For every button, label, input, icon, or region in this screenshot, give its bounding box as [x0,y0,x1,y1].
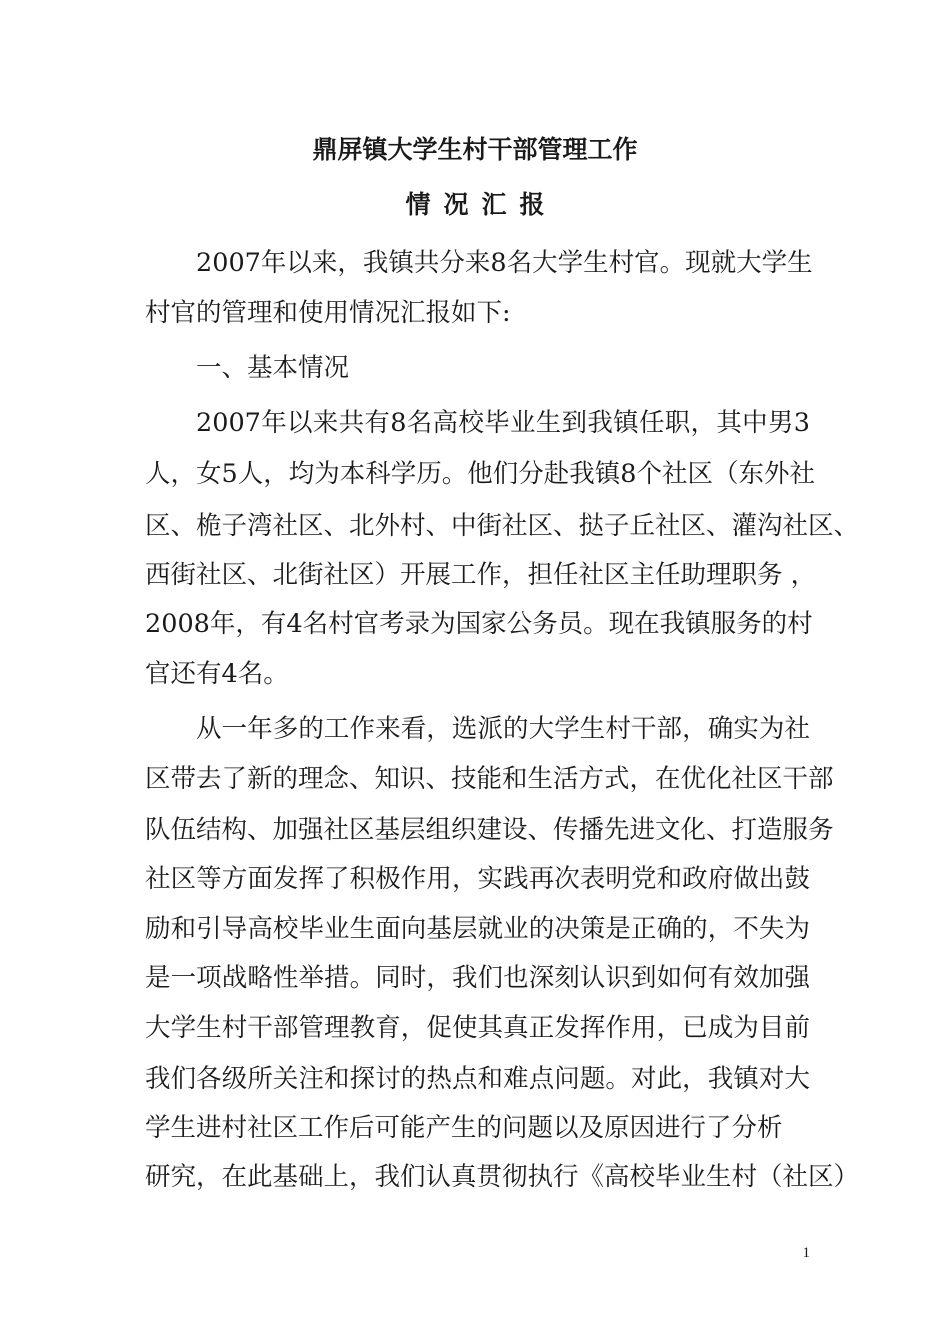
paragraph-line: 区、桅子湾社区、北外村、中街社区、挞子丘社区、灌沟社区、 [145,511,860,541]
section-heading: 一、基本情况 [196,353,350,383]
paragraph-line: 我们各级所关注和探讨的热点和难点问题。对此，我镇对大 [145,1064,810,1094]
paragraph-line: 大学生村干部管理教育，促使其真正发挥作用，已成为目前 [145,1013,810,1043]
paragraph-line: 是一项战略性举措。同时，我们也深刻认识到如何有效加强 [145,963,810,993]
paragraph-line: 2008年，有4名村官考录为国家公务员。现在我镇服务的村 [145,609,813,639]
intro-line: 村官的管理和使用情况汇报如下: [145,298,511,328]
paragraph-line: 西街社区、北街社区）开展工作，担任社区主任助理职务 ， [145,560,817,590]
document-title: 鼎屏镇大学生村干部管理工作 [312,135,638,164]
paragraph-line: 学生进村社区工作后可能产生的问题以及原因进行了分析 [145,1113,783,1143]
paragraph-line: 励和引导高校毕业生面向基层就业的决策是正确的，不失为 [145,914,810,944]
paragraph-line: 从一年多的工作来看，选派的大学生村干部，确实为社 [196,714,810,744]
document-subtitle: 情况汇报 [405,190,558,219]
paragraph-line: 队伍结构、加强社区基层组织建设、传播先进文化、打造服务 [145,815,834,845]
paragraph-line: 人，女5人，均为本科学历。他们分赴我镇8个社区（东外社 [145,459,815,489]
intro-line: 2007年以来，我镇共分来8名大学生村官。现就大学生 [196,248,813,278]
paragraph-line: 2007年以来共有8名高校毕业生到我镇任职，其中男3 [196,408,810,438]
page-number: 1 [802,1245,810,1261]
paragraph-line: 区带去了新的理念、知识、技能和生活方式，在优化社区干部 [145,764,834,794]
paragraph-line: 研究，在此基础上，我们认真贯彻执行《高校毕业生村（社区） [145,1162,860,1192]
paragraph-line: 官还有4名。 [145,659,289,689]
paragraph-line: 社区等方面发挥了积极作用，实践再次表明党和政府做出鼓 [145,864,810,894]
